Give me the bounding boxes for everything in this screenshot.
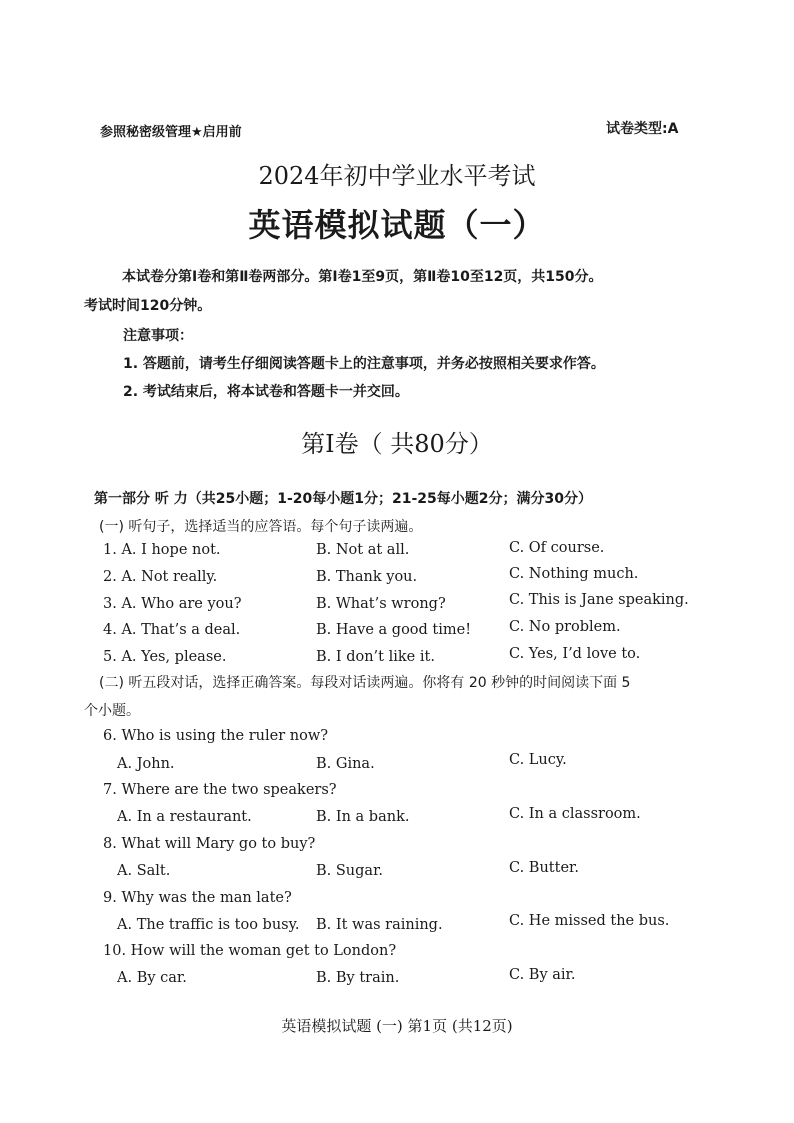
q9-option-c: C. He missed the bus. (509, 913, 670, 929)
paper-type-label: 试卷类型:A (606, 121, 679, 137)
q1-option-b: B. Not at all. (316, 542, 410, 558)
q8-stem: 8. What will Mary go to buy? (103, 836, 316, 852)
q5-option-c: C. Yes, I’d love to. (509, 646, 641, 662)
part-title: 第一部分 听 力（共25小题；1-20每小题1分；21-25每小题2分；满分30分） (94, 491, 593, 507)
notes-title: 注意事项： (123, 328, 193, 344)
q8-option-b: B. Sugar. (316, 863, 384, 879)
q8-option-c: C. Butter. (509, 860, 579, 876)
q7-option-a: A. In a restaurant. (117, 809, 252, 825)
q6-stem: 6. Who is using the ruler now? (103, 728, 328, 744)
subject-title: 英语模拟试题（一） (248, 206, 546, 244)
intro-line-1: 本试卷分第Ⅰ卷和第Ⅱ卷两部分。第Ⅰ卷1至9页，第Ⅱ卷10至12页，共150分。 (122, 269, 603, 285)
section-1-title: (一) 听句子，选择适当的应答语。每个句子读两遍。 (99, 519, 423, 535)
q3-option-a: 3. A. Who are you? (103, 596, 242, 612)
q9-option-a: A. The traffic is too busy. (117, 917, 300, 933)
intro-line-2: 考试时间120分钟。 (84, 298, 212, 314)
q1-option-a: 1. A. I hope not. (103, 542, 221, 558)
page-footer: 英语模拟试题 (一) 第1页 (共12页) (281, 1017, 513, 1035)
q2-option-b: B. Thank you. (316, 569, 418, 585)
q6-option-c: C. Lucy. (509, 752, 567, 768)
q7-option-b: B. In a bank. (316, 809, 410, 825)
q10-option-c: C. By air. (509, 967, 576, 983)
q3-option-b: B. What’s wrong? (316, 596, 446, 612)
q7-stem: 7. Where are the two speakers? (103, 782, 337, 798)
q5-option-a: 5. A. Yes, please. (103, 649, 227, 665)
exam-title: 2024年初中学业水平考试 (258, 162, 536, 190)
q2-option-c: C. Nothing much. (509, 566, 639, 582)
q4-option-b: B. Have a good time! (316, 622, 472, 638)
q9-option-b: B. It was raining. (316, 917, 443, 933)
q10-stem: 10. How will the woman get to London? (103, 943, 397, 959)
q6-option-a: A. John. (117, 756, 175, 772)
q4-option-c: C. No problem. (509, 619, 621, 635)
q3-option-c: C. This is Jane speaking. (509, 592, 689, 608)
section-2-title: (二) 听五段对话，选择正确答案。每段对话读两遍。你将有 20 秒钟的时间阅读下面 5 (99, 675, 631, 691)
section-2-title-wrap: 个小题。 (84, 703, 140, 719)
q7-option-c: C. In a classroom. (509, 806, 641, 822)
confidential-label: 参照秘密级管理★启用前 (100, 125, 242, 140)
q10-option-b: B. By train. (316, 970, 400, 986)
q6-option-b: B. Gina. (316, 756, 375, 772)
note-2: 2. 考试结束后，将本试卷和答题卡一并交回。 (123, 384, 409, 400)
q5-option-b: B. I don’t like it. (316, 649, 435, 665)
q9-stem: 9. Why was the man late? (103, 890, 292, 906)
q1-option-c: C. Of course. (509, 540, 605, 556)
q4-option-a: 4. A. That’s a deal. (103, 622, 241, 638)
q2-option-a: 2. A. Not really. (103, 569, 218, 585)
q8-option-a: A. Salt. (117, 863, 171, 879)
q10-option-a: A. By car. (117, 970, 187, 986)
volume-title: 第Ⅰ卷（ 共80分） (301, 430, 493, 458)
note-1: 1. 答题前，请考生仔细阅读答题卡上的注意事项，并务必按照相关要求作答。 (123, 356, 605, 372)
